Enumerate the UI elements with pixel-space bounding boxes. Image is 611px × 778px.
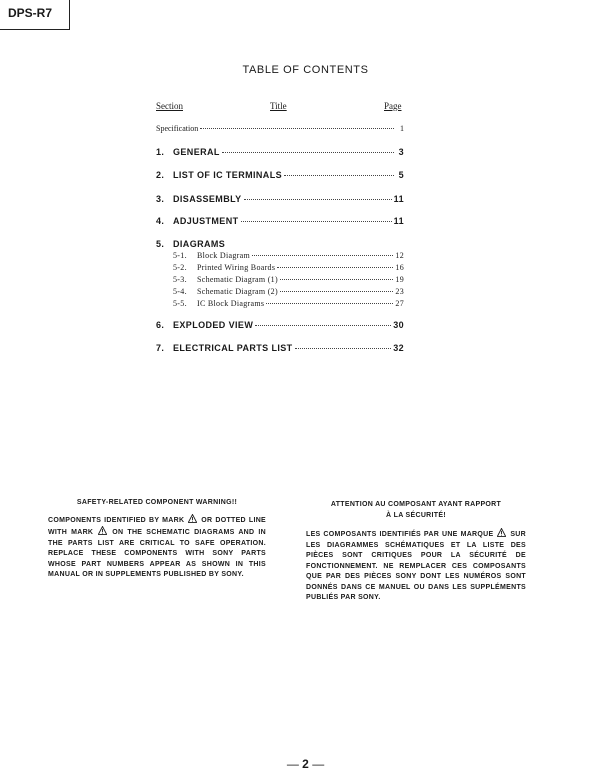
warning-title: SAFETY-RELATED COMPONENT WARNING!! <box>76 499 238 506</box>
toc-entry-adjustment <box>156 216 404 226</box>
dot-leader <box>255 325 391 326</box>
toc-entry-page: 23 <box>395 287 404 296</box>
toc-entry-number: 3. <box>156 194 165 204</box>
toc-entry-page: 1 <box>400 124 404 133</box>
toc-entry-page: 27 <box>395 299 404 308</box>
dot-leader <box>280 291 393 292</box>
model-label: DPS-R7 <box>8 6 53 20</box>
warning-text: COMPONENTS IDENTIFIED BY MARK <box>48 516 185 524</box>
toc-entry-number: 2. <box>156 170 165 180</box>
warning-text: SUR LES DIAGRAMMES SCHÉMATIQUES ET LA LISTE DES PIÈCES SONT CRITIQUES POUR LA SÉCURITÉ DE FONCTIONNEMENT. NE REMPLACER CES COMPOSANTS QUE PAR DES PIÈCES SONY DONT LES NUMÉROS SONT DONNÉS DANS CE MANUEL OU DANS LES SUPPLÉMENTS PUBLIÉS PAR SONY. <box>306 531 527 601</box>
toc-entry-number: 5-1. <box>173 251 187 260</box>
toc-subentry-ic-block-diagrams <box>173 299 404 308</box>
toc-entry-number: 5-4. <box>173 287 187 296</box>
toc-entry-title: DISASSEMBLY <box>173 194 242 204</box>
toc-entry-page: 19 <box>395 275 404 284</box>
page-number <box>0 757 611 771</box>
toc-subentry-block-diagram <box>173 251 404 260</box>
toc-subentry-printed-wiring-boards <box>173 263 404 272</box>
toc-entry-title: GENERAL <box>173 147 220 157</box>
dot-leader <box>280 279 393 280</box>
column-header-section: Section <box>156 101 183 111</box>
toc-entry-title: ELECTRICAL PARTS LIST <box>173 343 293 353</box>
toc-entry-number: 5-3. <box>173 275 187 284</box>
safety-warning-french <box>306 500 526 604</box>
toc-entry-number: 4. <box>156 216 165 226</box>
toc-entry-number: 1. <box>156 147 165 157</box>
toc-entry-diagrams <box>156 239 404 249</box>
safety-warning-english <box>48 498 266 581</box>
dot-leader <box>244 199 392 200</box>
dot-leader <box>252 255 393 256</box>
toc-entry-title: IC Block Diagrams <box>197 299 265 308</box>
warning-text: OR DOTTED LINE WITH MARK <box>48 516 267 536</box>
toc-entry-number: 5-2. <box>173 263 187 272</box>
toc-entry-page: 3 <box>398 147 404 157</box>
warning-triangle-icon <box>497 528 506 537</box>
toc-entry-page: 16 <box>395 263 404 272</box>
toc-entry-disassembly <box>156 194 404 204</box>
toc-entry-number: 7. <box>156 343 165 353</box>
page-number-dash-right: — <box>312 757 325 771</box>
dot-leader <box>241 221 392 222</box>
toc-entry-title: Schematic Diagram (2) <box>197 287 278 296</box>
warning-triangle-icon <box>188 514 197 523</box>
toc-entry-specification <box>156 124 404 133</box>
dot-leader <box>200 128 394 129</box>
toc-entry-title: Schematic Diagram (1) <box>197 275 278 284</box>
toc-entry-page: 30 <box>393 320 404 330</box>
warning-title-line2: À LA SÉCURITÉ! <box>386 511 446 519</box>
toc-entry-number: 5. <box>156 239 165 249</box>
column-header-title: Title <box>270 101 287 111</box>
dot-leader <box>284 175 394 176</box>
toc-entry-title: Printed Wiring Boards <box>197 263 276 272</box>
warning-title: ATTENTION AU COMPOSANT AYANT RAPPORT <box>330 501 502 508</box>
toc-entry-title: Specification <box>156 124 199 133</box>
warning-text: LES COMPOSANTS IDENTIFIÉS PAR UNE MARQUE <box>306 531 494 538</box>
toc-entry-number: 5-5. <box>173 299 187 308</box>
page-number-dash-left: — <box>286 757 299 771</box>
toc-entry-title: LIST OF IC TERMINALS <box>173 170 282 180</box>
toc-entry-page: 5 <box>398 170 404 180</box>
dot-leader <box>277 267 393 268</box>
warning-text: ON THE SCHEMATIC DIAGRAMS AND IN THE PARTS LIST ARE CRITICAL TO SAFE OPERATION. REPLACE THESE COMPONENTS WITH SONY PARTS WHOSE PART NUMBERS APPEAR AS SHOWN IN THIS MANUAL OR IN SUPPLEMENTS PUBLISHED BY SONY. <box>48 529 266 578</box>
dot-leader <box>295 348 392 349</box>
model-box <box>0 0 70 30</box>
column-header-page: Page <box>384 101 402 111</box>
toc-entry-ic-terminals <box>156 170 404 180</box>
toc-entry-page: 11 <box>393 194 404 204</box>
dot-leader <box>222 152 394 153</box>
toc-entry-electrical-parts-list <box>156 343 404 353</box>
warning-triangle-icon <box>98 526 107 535</box>
toc-entry-title: DIAGRAMS <box>173 239 226 249</box>
toc-title: TABLE OF CONTENTS <box>242 64 369 76</box>
toc-entry-page: 11 <box>393 216 404 226</box>
dot-leader <box>266 303 393 304</box>
toc-entry-exploded-view <box>156 320 404 330</box>
toc-entry-page: 32 <box>393 343 404 353</box>
page-number-value: 2 <box>302 757 309 771</box>
toc-subentry-schematic-2 <box>173 287 404 296</box>
toc-subentry-schematic-1 <box>173 275 404 284</box>
toc-entry-page: 12 <box>395 251 404 260</box>
toc-entry-number: 6. <box>156 320 165 330</box>
toc-entry-general <box>156 147 404 157</box>
toc-entry-title: Block Diagram <box>197 251 250 260</box>
toc-entry-title: ADJUSTMENT <box>173 216 239 226</box>
toc-entry-title: EXPLODED VIEW <box>173 320 254 330</box>
